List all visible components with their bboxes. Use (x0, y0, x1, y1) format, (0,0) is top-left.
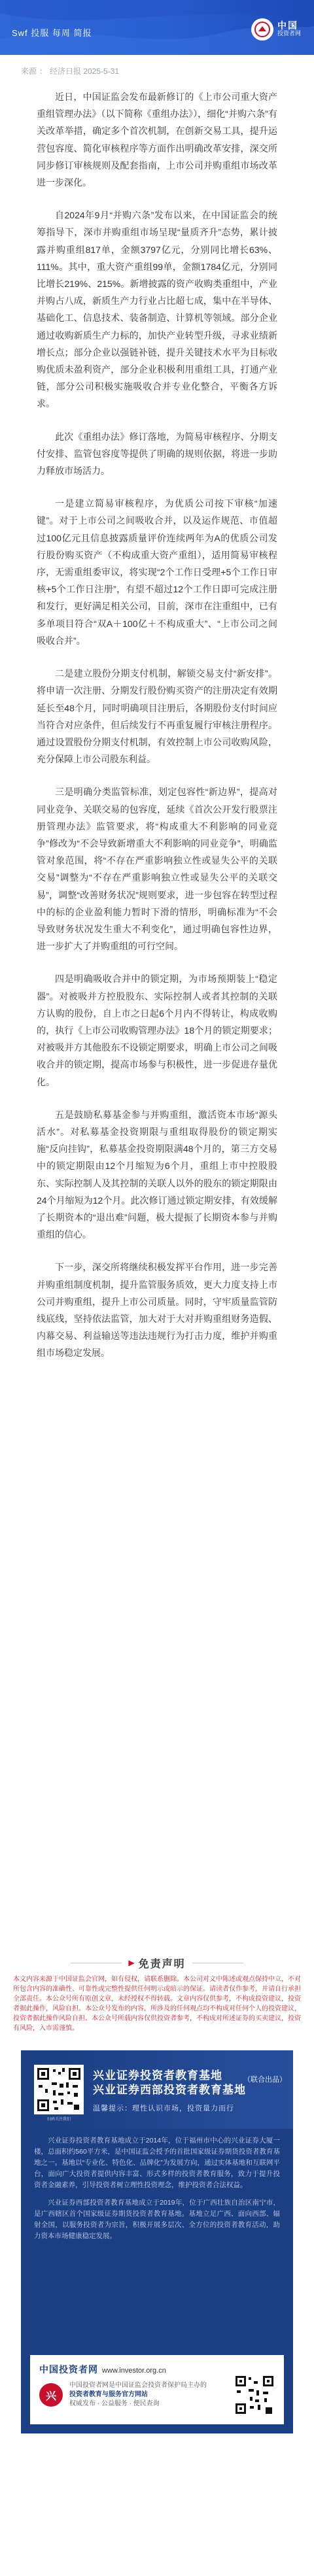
footer-text-highlight: 投资者教育与服务官方网站 (69, 2391, 148, 2398)
article-paragraph: 三是明确分类监管标准，划定包容性“新边界”，提高对同业竞争、关联交易的包容度，延续《首次公开发行股票注册管理办法》监管要求，将“构成重大不利影响的同业竞争”修改为“不会导致新增重大不利影响的同业竞争”，明确监管对象范围，将“不存在严重影响独立性或显失公平的关联交易”调整为“不存在严重影响独立性或显失公平的关联交易”，调整“改善财务状况”规则要求，进一步包容在转型过程中的标的企业盈利能力暂时下滑的情形，明确标准为“不会导致财务状况发生重大不利变化”，通过明确包容性边界，进一步扩大了并购重组的可行空间。 (37, 787, 277, 952)
disclaimer-title-text: 免责声明 (138, 1958, 186, 1970)
banner-logo-cn: 中国 (277, 20, 298, 31)
promo-body (34, 2135, 280, 2248)
promo-slogan: 温馨提示：理性认识市场，投资量力而行 (93, 2105, 234, 2112)
source-separator: ： (39, 67, 48, 76)
disclaimer-text: 本文内容来源于中国证监会官网，如有侵权，请联系删除。本公司对文中陈述或观点保持中立，不对所包含内容的准确性、可靠性或完整性提供任何明示或暗示的保证。请读者仅作参考，并请自行承担全部责任。本公众号所有原创文章，未经授权不得转载。文章内容仅供参考，不构成投资建议，投资者据此操作，风险自担。本公众号发布的内容，所涉及的任何观点均不构成对任何个人的投资建议，投资者据此操作风险自担。本公众号所载内容仅供投资者参考，不构成对所述证券的买卖建议，投资有风险，入市需谨慎。 (13, 1976, 301, 2032)
article-paragraph: 近日，中国证监会发布最新修订的《上市公司重大资产重组管理办法》（以下简称《重组办法》），细化“并购六条”有关改革举措，确定多个首次机制，在创新交易工具，提升运营包容度、简化审核程序等方面作出明确改革安排，深交所同步修订审核规则及配套指南，上市公司并购重组市场改革进一步深化。 (37, 92, 277, 188)
banner-brand-text: Swf 投服 每周 简报 (12, 28, 92, 38)
investor-logo-icon (251, 18, 273, 41)
footer-title-text: 中国投资者网 (39, 2364, 98, 2375)
source-line (21, 65, 119, 76)
article-paragraph: 四是明确吸收合并中的锁定期，为市场预期装上“稳定器”。对被吸并方控股股东、实际控制人或者其控制的关联方认购的股份，自上市之日起6个月内不得转让，构成收购的，执行《上市公司收购管理办法》18个月的锁定期要求；对被吸并方其他股东不设锁定期要求，明确上市公司之间吸收合并的锁定期，提高市场参与积极性，进一步促进存量优化。 (37, 974, 277, 1087)
promo-title-block (93, 2069, 287, 2113)
footer-text-line2: 权威发布 · 公益服务 · 便民查询 (69, 2400, 160, 2407)
investor-education-card (21, 2050, 293, 2433)
footer-text-line1: 中国投资者网是中国证监会投资者保护局主办的 (69, 2382, 207, 2389)
article-body (37, 88, 277, 1378)
footer-text (69, 2381, 207, 2409)
banner-logo-text (277, 22, 301, 37)
footer-title (39, 2363, 166, 2376)
article-paragraph: 此次《重组办法》修订落地，为简易审核程序、分期支付安排、监管包容度等提供了明确的规则依据，将进一步助力释放市场活力。 (37, 431, 277, 477)
promo-paragraph: 兴业证券投资者教育基地成立于2014年，位于福州市中心的兴业证券大厦一楼，总面积约560平方米，是中国证监会授予的首批国家级证券期货投资者教育基地之一。基地以“专业化、特色化、品牌化”为发展方向，通过实体基地和互联网平台，面向广大投资者提供内容丰富、形式多样的投资者教育服务，致力于提升投资者金融素养，引导投资者树立理性投资理念，维护投资者合法权益。 (34, 2137, 280, 2189)
footer-url[interactable]: www.investor.org.cn (102, 2367, 166, 2375)
qr-code-icon (36, 2067, 82, 2112)
article-paragraph: 五是鼓励私募基金参与并购重组，激活资本市场“源头活水”。对私募基金投资期限与重组取得股份的锁定期实施“反向挂钩”，私募基金投资期限满48个月的，第三方交易中的锁定期限由12个月缩短为6个月，重组上市中控股股东、实际控制人及其控制的关联人以外的股东的锁定期限由24个月缩短为12个月。此次修订通过锁定期安排，有效缓解了长期资本的“退出难”问题，极大提振了长期资本参与并购重组的信心。 (37, 1109, 277, 1240)
source-text: 经济日报 2025-5-31 (50, 67, 120, 76)
promo-joint-label: （联合出品） (243, 2076, 287, 2084)
promo-header (21, 2050, 293, 2129)
qr-caption: 扫码关注我们 (46, 2118, 71, 2122)
banner-logo (251, 18, 301, 41)
article-paragraph: 自2024年9月“并购六条”发布以来，在中国证监会的统筹指导下，深市并购重组市场呈现“量质齐升”态势，累计披露并购重组817单，金额3797亿元，分别同比增长63%、111%。其中，重大资产重组99单，金额1784亿元，分别同比增长219%、215%。新增披露的资产收购类重组中，产业并购占八成，新质生产力行业占比超七成，集中在半导体、基础化工、信息技术、装备制造、计算机等领域。部分企业通过收购新质生产力标的，加快产业转型升级，寻求业绩新增长点；部分企业以强链补链，提升关键技术水平为目标收购优质未盈利资产，部分企业积极利用重组工具，打通产业链，部分公司积极实施吸收合并专业化整合，平衡各方诉求。 (37, 210, 277, 409)
article-paragraph: 一是建立简易审核程序，为优质公司按下审核“加速键”。对于上市公司之间吸收合并，以及运作规范、市值超过100亿元且信息披露质量评价连续两年为A的优质公司发行股份购买资产（不构成重大资产重组），适用简易审核程序，无需重组委审议，将实现“2个工作日受理+5个工作日审核+5个工作日注册”，有望不超过12个工作日即可完成注册和发行，更好满足相关公司，目前，深市在注重组中，已有多单项目符合“双A＋100亿＋不构成重大”、“上市公司之间吸收合并”。 (37, 498, 277, 646)
footer-logo-icon: 兴 (39, 2383, 63, 2407)
promo-name-line1: 兴业证券投资者教育基地 (93, 2069, 222, 2082)
qr-code-image (34, 2065, 84, 2114)
article-paragraph: 下一步，深交所将继续积极发挥平台作用，进一步完善并购重组制度机制，提升监管服务质效，更大力度支持上市公司并购重组，提升上市公司质量。同时，守牢质量监管防线底线，坚持依法监管，加大对于大对并购重组财务造假、内幕交易、利益输送等违法违规行为打击力度，维护并购重组市场稳定发展。 (37, 1262, 277, 1359)
investor-net-footer (30, 2355, 284, 2424)
disclaimer-title (128, 1956, 185, 1971)
promo-paragraph: 兴业证券西部投资者教育基地成立于2019年，位于广西壮族自治区南宁市，是广西辖区首个国家级证券期货投资者教育基地。基地立足广西、面向西部、辐射全国，以服务投资者为宗旨，积极开展多层次、全方位的投资者教育活动，助力资本市场健康稳定发展。 (34, 2199, 280, 2240)
footer-qr-code-icon (234, 2375, 275, 2415)
disclaimer-header (0, 1955, 314, 1971)
disclaimer-section (0, 1955, 314, 2032)
flag-icon: ▶ (128, 1958, 136, 1967)
promo-name-line2: 兴业证券西部投资者教育基地 (93, 2084, 246, 2096)
banner-logo-en: 投资者网 (277, 30, 301, 37)
article-paragraph: 二是建立股份分期支付机制，解锁交易支付“新安排”。将申请一次注册、分期发行股份购买资产的注册决定有效期延长至48个月，同时明确项目注册后，各期股份支付时间应当符合对应条件，但后续发行不再重复履行审核注册程序。通过设置股份分期支付机制，有效控制上市公司收购风险，充分保障上市公司股东利益。 (37, 668, 277, 765)
header-banner (0, 0, 314, 55)
source-label: 来源 (21, 67, 37, 76)
